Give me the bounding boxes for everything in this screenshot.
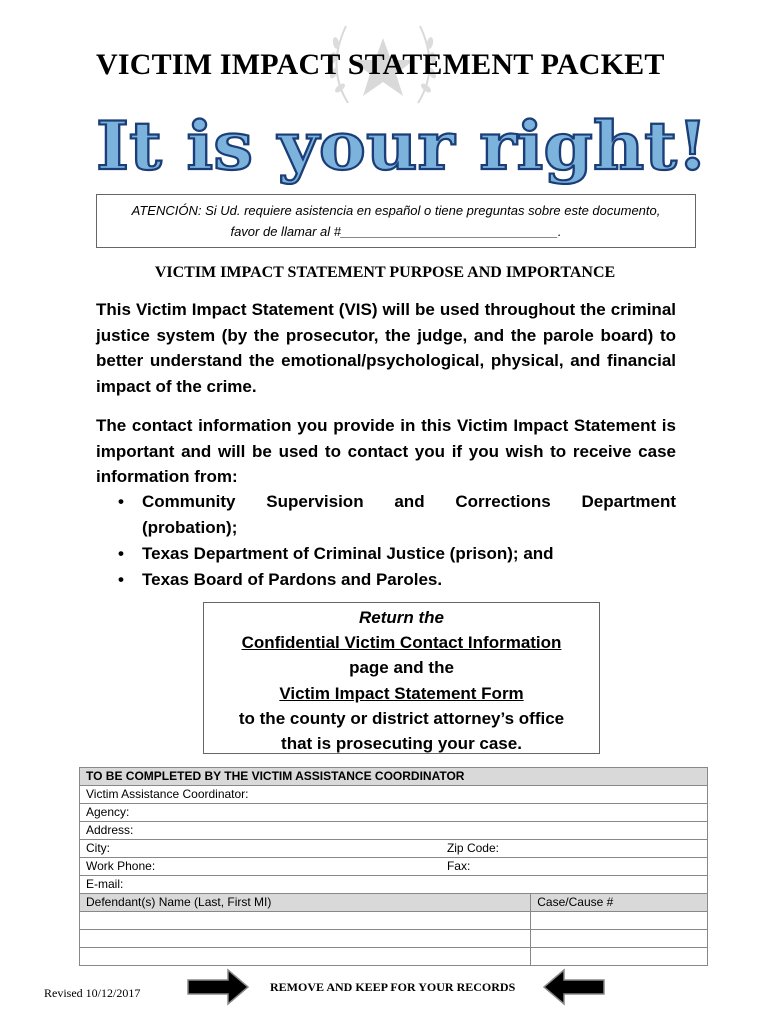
return-line-1: Return the — [359, 608, 444, 627]
bullet-icon: • — [118, 544, 124, 563]
zip-code-field[interactable]: Zip Code: — [441, 840, 708, 858]
table-row — [80, 912, 708, 930]
table-row — [80, 840, 708, 858]
table-row — [80, 930, 708, 948]
return-line-2: Confidential Victim Contact Information — [241, 633, 562, 653]
list-item-text: Texas Department of Criminal Justice (prison); and — [142, 544, 554, 563]
fax-field[interactable]: Fax: — [441, 858, 708, 876]
list-item — [118, 489, 676, 515]
list-item-text: Community Supervision and Corrections Department — [142, 492, 676, 511]
table-row — [80, 786, 708, 804]
table-row — [80, 894, 708, 912]
list-item-text: (probation); — [142, 518, 238, 537]
notice-line-1: ATENCIÓN: Si Ud. requiere asistencia en español o tiene preguntas sobre este documento, — [131, 203, 661, 218]
coordinator-table — [79, 767, 708, 966]
bullet-icon: • — [118, 570, 124, 589]
coordinator-table-header: TO BE COMPLETED BY THE VICTIM ASSISTANCE COORDINATOR — [80, 768, 708, 786]
arrow-left-icon — [542, 968, 606, 1006]
arrow-right-icon — [186, 968, 250, 1006]
return-instructions-box — [203, 602, 600, 754]
slogan-text: It is your right! — [96, 107, 708, 185]
notice-line-2: favor de llamar al #______________________________. — [230, 224, 562, 239]
document-title: VICTIM IMPACT STATEMENT PACKET — [96, 48, 665, 81]
return-line-4: Victim Impact Statement Form — [279, 683, 524, 703]
list-item — [118, 567, 676, 593]
case-number-header: Case/Cause # — [531, 894, 708, 912]
city-field[interactable]: City: — [80, 840, 441, 858]
address-field[interactable]: Address: — [80, 822, 708, 840]
table-row — [80, 858, 708, 876]
case-number-cell[interactable] — [531, 912, 708, 930]
table-row — [80, 948, 708, 966]
coordinator-field[interactable]: Victim Assistance Coordinator: — [80, 786, 708, 804]
spanish-notice-box — [96, 194, 696, 248]
defendant-name-header: Defendant(s) Name (Last, First MI) — [80, 894, 531, 912]
slogan-banner — [94, 105, 714, 185]
remove-and-keep-note: REMOVE AND KEEP FOR YOUR RECORDS — [270, 980, 516, 994]
defendant-name-cell[interactable] — [80, 912, 531, 930]
return-line-3: page and the — [349, 658, 454, 678]
section-heading: VICTIM IMPACT STATEMENT PURPOSE AND IMPORTANCE — [154, 264, 616, 281]
list-item-continuation — [118, 515, 676, 541]
agency-list — [118, 489, 676, 593]
return-line-5: to the county or district attorney’s office — [238, 708, 565, 728]
defendant-name-cell[interactable] — [80, 930, 531, 948]
case-number-cell[interactable] — [531, 930, 708, 948]
table-row — [80, 804, 708, 822]
table-row — [80, 876, 708, 894]
table-row — [80, 768, 708, 786]
defendant-name-cell[interactable] — [80, 948, 531, 966]
list-item — [118, 541, 676, 567]
agency-field[interactable]: Agency: — [80, 804, 708, 822]
table-row — [80, 822, 708, 840]
return-line-6: that is prosecuting your case. — [281, 734, 522, 754]
work-phone-field[interactable]: Work Phone: — [80, 858, 441, 876]
contact-info-paragraph: The contact information you provide in this Victim Impact Statement is important and will be used to contact you if you wish to receive case information from: — [96, 416, 676, 486]
purpose-paragraph: This Victim Impact Statement (VIS) will be used throughout the criminal justice system (by the prosecutor, the judge, and the parole board) to better understand the emotional/psychological, physical, and financial impact of the crime. — [96, 300, 676, 396]
bullet-icon: • — [118, 492, 124, 511]
case-number-cell[interactable] — [531, 948, 708, 966]
email-field[interactable]: E-mail: — [80, 876, 708, 894]
revision-date: Revised 10/12/2017 — [44, 986, 141, 1000]
list-item-text: Texas Board of Pardons and Paroles. — [142, 570, 443, 589]
